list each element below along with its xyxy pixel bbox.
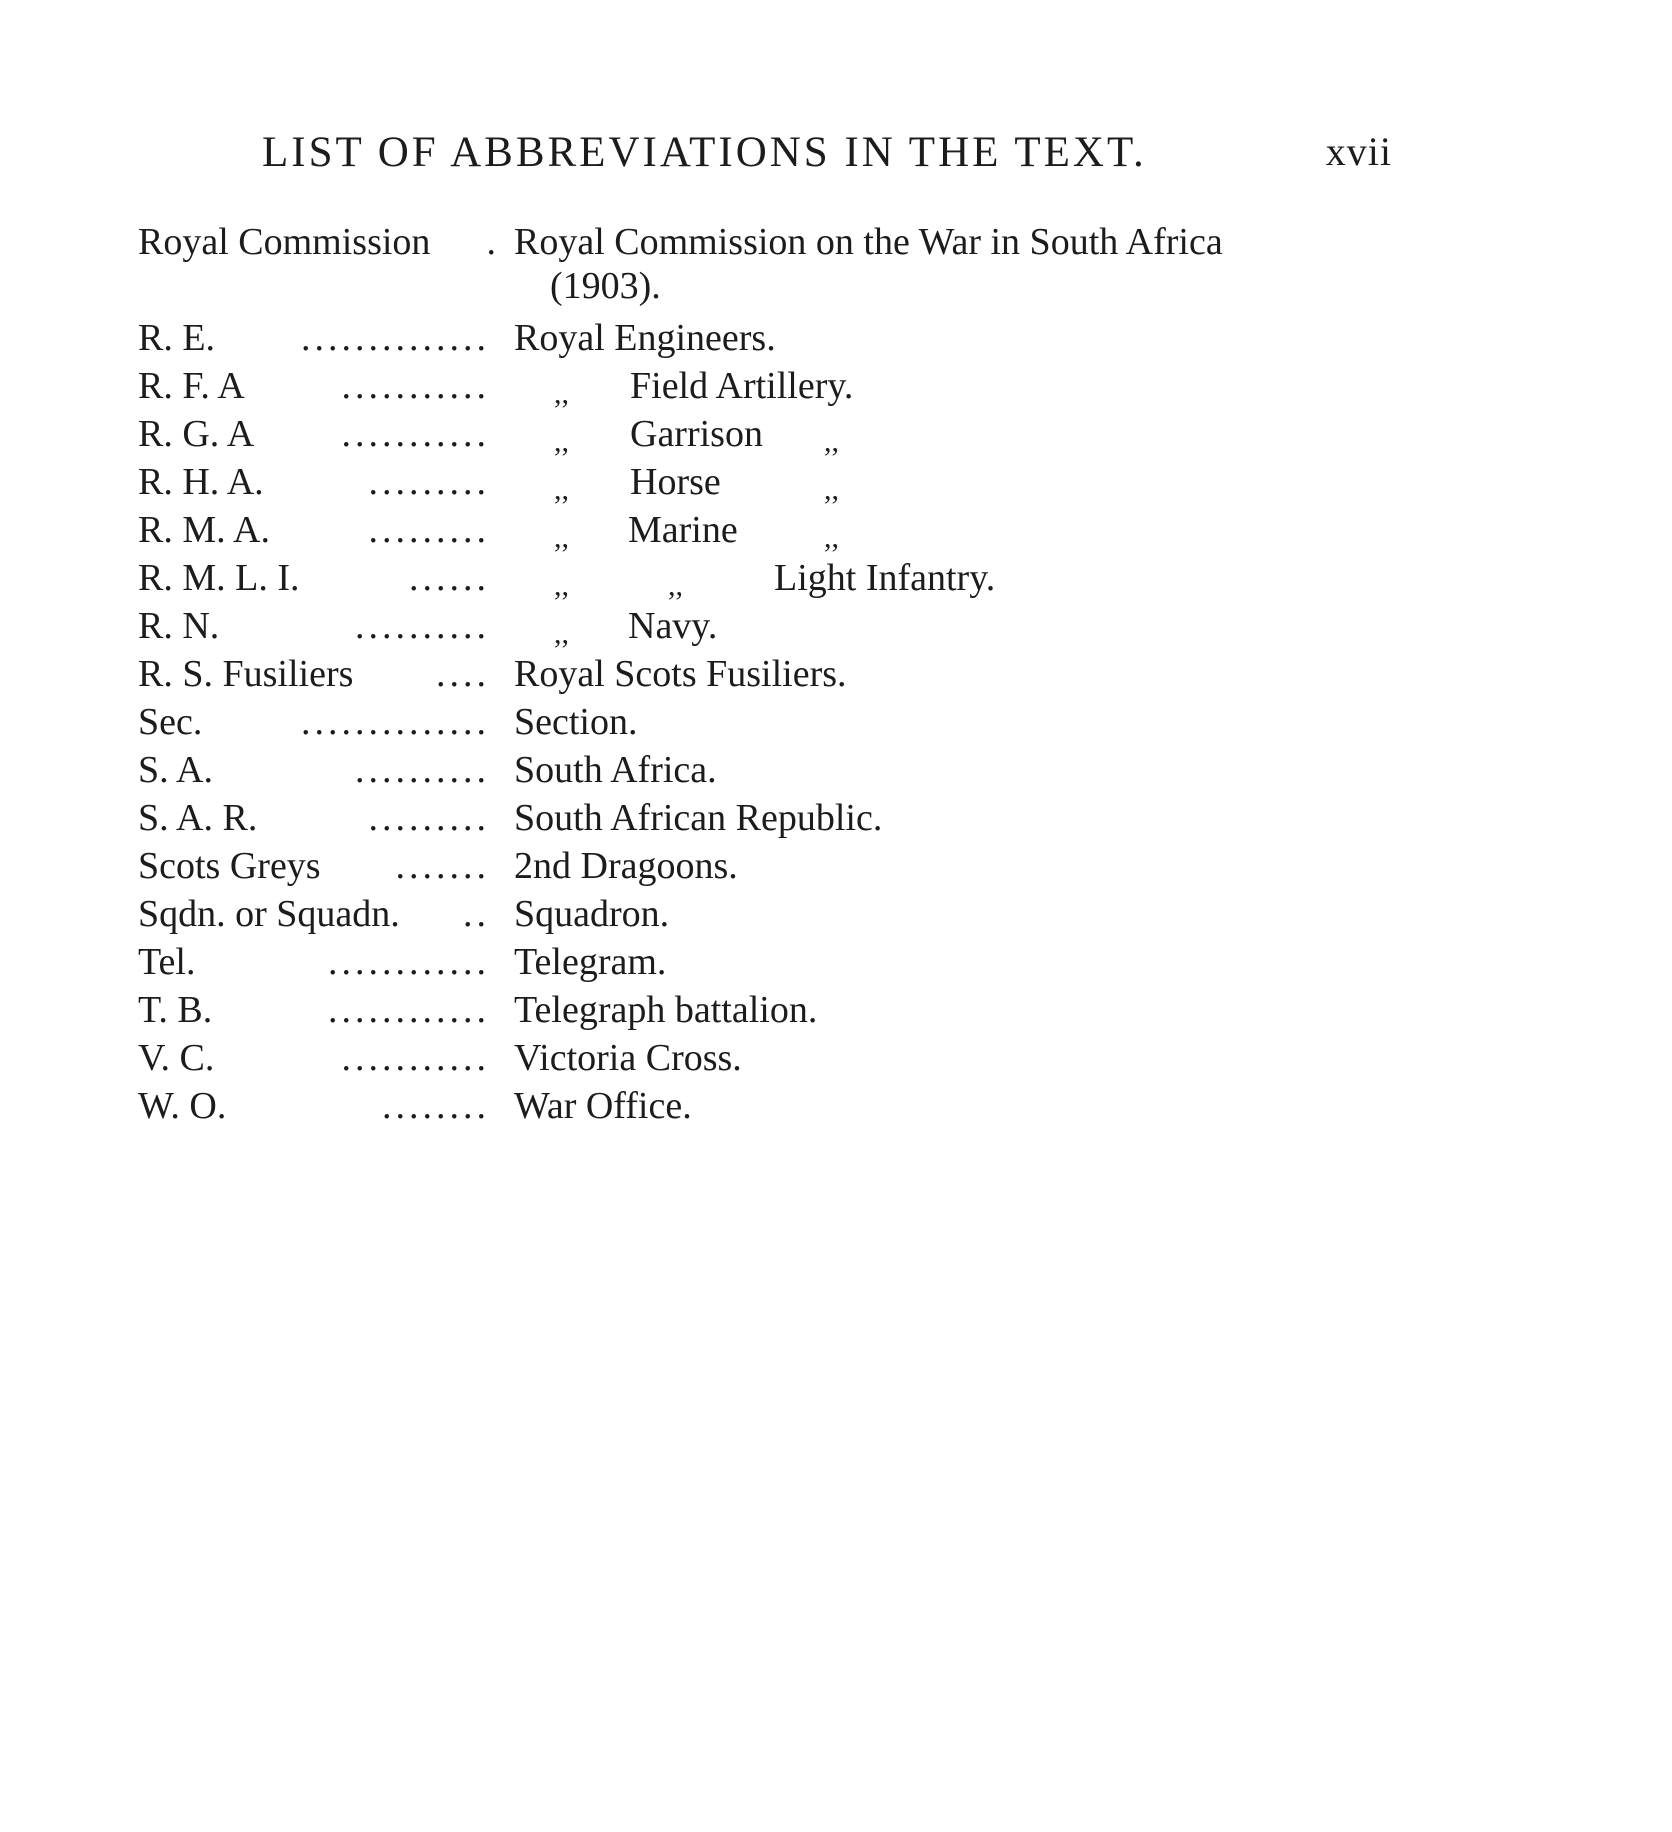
abbreviation: V. C.	[138, 1037, 215, 1079]
meaning: Victoria Cross.	[514, 1037, 742, 1079]
ditto-mark: ,,	[554, 473, 569, 506]
abbreviation: R. S. Fusiliers	[138, 653, 354, 695]
list-item	[138, 1084, 1398, 1132]
dot-leader: .........	[368, 461, 490, 503]
list-item	[138, 412, 1398, 460]
ditto-mark: ,,	[554, 521, 569, 554]
list-item	[138, 316, 1398, 364]
dot-leader: ............	[328, 941, 490, 983]
list-item	[138, 988, 1398, 1036]
meaning: South African Republic.	[514, 797, 883, 839]
meaning-line: Royal Commission on the War in South Africa	[514, 221, 1223, 263]
dot-leader: .......	[395, 845, 490, 887]
dot-leader: ...........	[341, 1037, 490, 1079]
ditto-mark: ,,	[554, 617, 569, 650]
meaning: Section.	[514, 701, 638, 743]
ditto-mark: ,,	[554, 377, 569, 410]
dot-leader: ......	[409, 557, 490, 599]
dot-leader: ..........	[355, 605, 490, 647]
dot-leader: ....	[436, 653, 490, 695]
meaning: Light Infantry.	[774, 557, 996, 599]
meaning: Royal Engineers.	[514, 317, 776, 359]
ditto-mark: ,,	[554, 425, 569, 458]
meaning: Field Artillery.	[630, 365, 854, 407]
ditto-mark: ,,	[824, 521, 839, 554]
list-item	[138, 1036, 1398, 1084]
dot-leader: ..............	[301, 317, 490, 359]
ditto-mark: ,,	[824, 473, 839, 506]
dot-leader: ...........	[341, 365, 490, 407]
dot-leader: ..............	[301, 701, 490, 743]
abbreviation-list	[138, 220, 1398, 1132]
meaning: Squadron.	[514, 893, 670, 935]
list-item	[138, 748, 1398, 796]
abbreviation: Royal Commission	[138, 221, 431, 263]
meaning: Navy.	[628, 605, 718, 647]
dot-leader: .	[486, 221, 500, 263]
abbreviation: R. M. L. I.	[138, 557, 300, 599]
abbreviation: R. G. A	[138, 413, 255, 455]
abbreviation: Tel.	[138, 941, 196, 983]
list-item	[138, 796, 1398, 844]
meaning: Horse	[630, 461, 721, 503]
dot-leader: ........	[382, 1085, 490, 1127]
list-item	[138, 892, 1398, 940]
meaning	[514, 220, 1223, 308]
dot-leader: ..........	[355, 749, 490, 791]
meaning-line-continued: (1903).	[550, 265, 661, 307]
page-number: xvii	[1325, 129, 1392, 174]
list-item	[138, 364, 1398, 412]
ditto-mark: ,,	[824, 425, 839, 458]
abbreviation: R. H. A.	[138, 461, 264, 503]
list-item	[138, 508, 1398, 556]
list-item	[138, 700, 1398, 748]
list-item	[138, 460, 1398, 508]
dot-leader: ...........	[341, 413, 490, 455]
abbreviation: R. M. A.	[138, 509, 270, 551]
list-item	[138, 556, 1398, 604]
abbreviation: Sqdn. or Squadn.	[138, 893, 400, 935]
list-item	[138, 220, 1398, 316]
meaning: Marine	[628, 509, 738, 551]
abbreviation: R. F. A	[138, 365, 245, 407]
meaning: 2nd Dragoons.	[514, 845, 738, 887]
list-item	[138, 940, 1398, 988]
dot-leader: ............	[328, 989, 490, 1031]
meaning: Telegraph battalion.	[514, 989, 818, 1031]
list-item	[138, 604, 1398, 652]
meaning: Royal Scots Fusiliers.	[514, 653, 847, 695]
list-item	[138, 844, 1398, 892]
abbreviation: R. N.	[138, 605, 220, 647]
abbreviation: R. E.	[138, 317, 216, 359]
abbreviation: Scots Greys	[138, 845, 321, 887]
dot-leader: .........	[368, 797, 490, 839]
abbreviation: S. A.	[138, 749, 213, 791]
meaning: Telegram.	[514, 941, 667, 983]
meaning: War Office.	[514, 1085, 692, 1127]
abbreviation: S. A. R.	[138, 797, 258, 839]
abbreviation: Sec.	[138, 701, 203, 743]
page-header	[262, 128, 1392, 188]
ditto-mark: ,,	[668, 569, 683, 602]
meaning: South Africa.	[514, 749, 717, 791]
abbreviation: W. O.	[138, 1085, 227, 1127]
meaning: Garrison	[630, 413, 763, 455]
dot-leader: ..	[463, 893, 490, 935]
dot-leader: .........	[368, 509, 490, 551]
ditto-mark: ,,	[554, 569, 569, 602]
abbreviation: T. B.	[138, 989, 213, 1031]
page-title: LIST OF ABBREVIATIONS IN THE TEXT.	[262, 129, 1147, 176]
list-item	[138, 652, 1398, 700]
